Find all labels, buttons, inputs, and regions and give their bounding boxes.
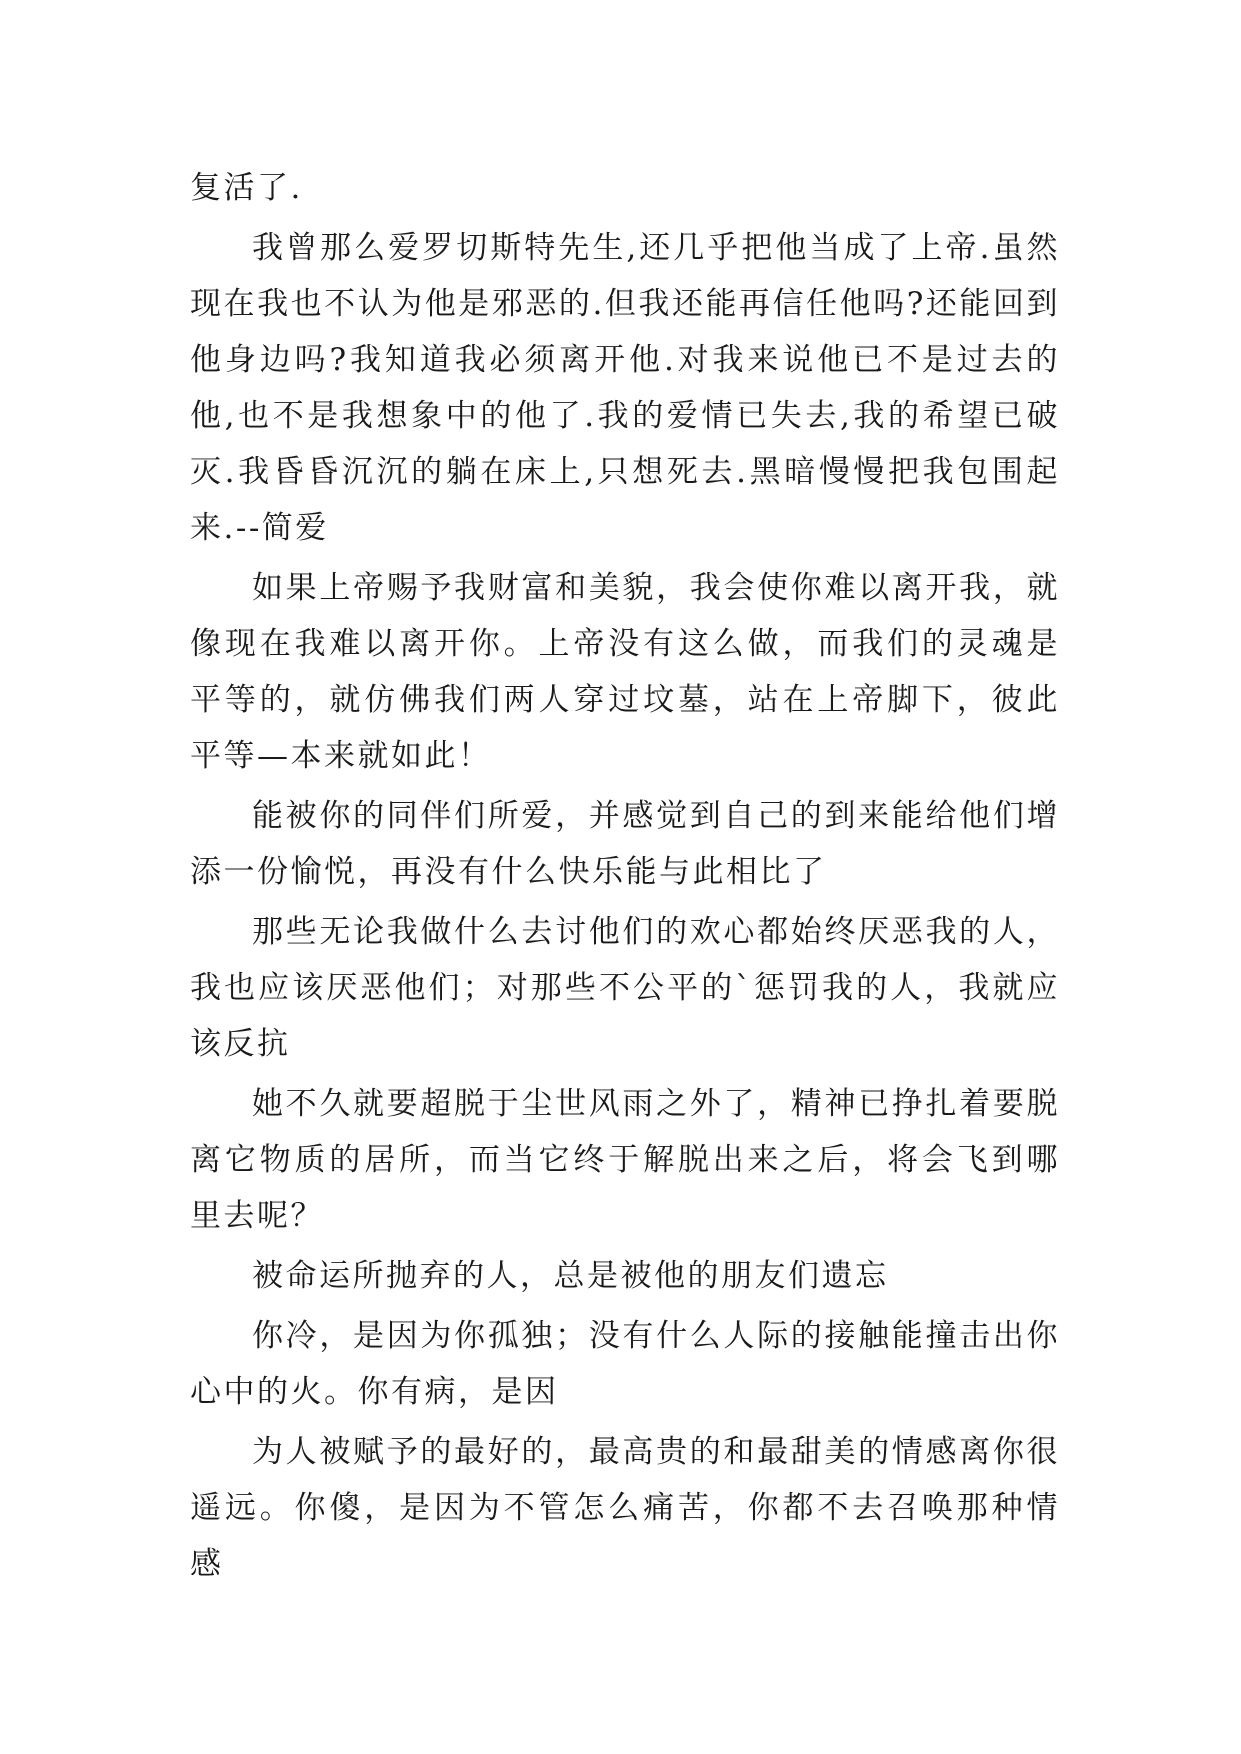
paragraph-you-are-cold: 你冷，是因为你孤独；没有什么人际的接触能撞击出你心中的火。你有病，是因 <box>190 1318 1060 1410</box>
document-body <box>190 160 1060 1596</box>
paragraph-resist-injustice: 那些无论我做什么去讨他们的欢心都始终厌恶我的人，我也应该厌恶他们；对那些不公平的`惩罚我的人，我就应该反抗 <box>190 914 1060 1062</box>
paragraph-equal-souls: 如果上帝赐予我财富和美貌，我会使你难以离开我，就像现在我难以离开你。上帝没有这么做，而我们的灵魂是平等的，就仿佛我们两人穿过坟墓，站在上帝脚下，彼此平等—本来就如此！ <box>190 570 1060 774</box>
paragraph-rochester: 我曾那么爱罗切斯特先生,还几乎把他当成了上帝.虽然现在我也不认为他是邪恶的.但我还能再信任他吗?还能回到他身边吗?我知道我必须离开他.对我来说他已不是过去的他,也不是我想象中的他了.我的爱情已失去,我的希望已破灭.我昏昏沉沉的躺在床上,只想死去.黑暗慢慢把我包围起来.--简爱 <box>190 230 1060 546</box>
paragraph-loved-by-companions: 能被你的同伴们所爱，并感觉到自己的到来能给他们增添一份愉悦，再没有什么快乐能与此相比了 <box>190 798 1060 890</box>
paragraph-spirit-departs: 她不久就要超脱于尘世风雨之外了，精神已挣扎着要脱离它物质的居所，而当它终于解脱出来之后，将会飞到哪里去呢？ <box>190 1086 1060 1234</box>
paragraph-continuation: 复活了. <box>190 170 303 206</box>
paragraph-sweetest-feelings: 为人被赋予的最好的，最高贵的和最甜美的情感离你很遥远。你傻，是因为不管怎么痛苦，你都不去召唤那种情感 <box>190 1434 1060 1582</box>
paragraph-abandoned-by-fate: 被命运所抛弃的人，总是被他的朋友们遗忘 <box>252 1258 889 1294</box>
